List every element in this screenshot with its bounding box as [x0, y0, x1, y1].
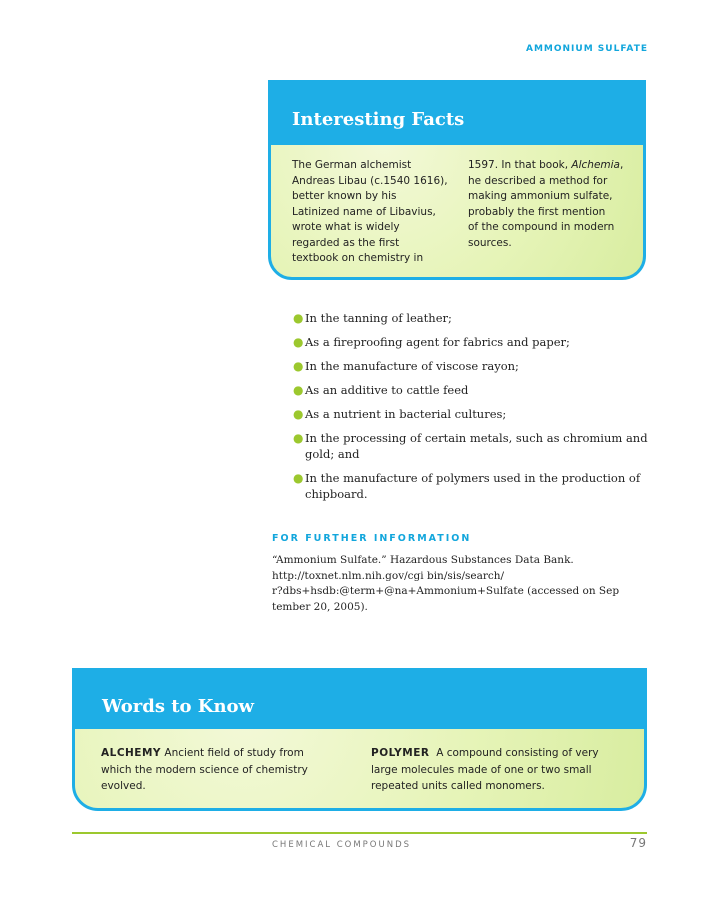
- glossary-entry-polymer: [371, 745, 616, 795]
- bullet-icon: ●: [293, 383, 304, 397]
- list-item-text: As an additive to cattle feed: [305, 383, 469, 397]
- further-information-heading: FOR FURTHER INFORMATION: [272, 533, 472, 544]
- citation-url-line[interactable]: r?dbs+hsdb:@term+@na+Ammonium+Sulfate (accessed on Sep: [272, 585, 620, 597]
- glossary-line: which the modern science of chemistry: [101, 763, 308, 776]
- glossary-definition: A compound consisting of very: [436, 747, 599, 759]
- list-item-text: As a fireproofing agent for fabrics and paper;: [305, 335, 570, 349]
- facts-line: better known by his: [292, 190, 397, 202]
- footer-rule: [72, 832, 647, 834]
- citation: [272, 553, 648, 615]
- bullet-icon: ●: [293, 407, 304, 421]
- facts-line: probably the first mention: [468, 205, 606, 218]
- facts-line: textbook on chemistry in: [292, 252, 424, 264]
- facts-line: he described a method for: [468, 174, 608, 187]
- facts-line: wrote what is widely: [292, 221, 400, 233]
- interesting-facts-body: [271, 145, 643, 264]
- glossary-term: POLYMER: [371, 747, 430, 759]
- glossary-entry-alchemy: [101, 745, 346, 795]
- list-item: [292, 358, 648, 374]
- bullet-icon: ●: [293, 471, 304, 485]
- facts-text: 1597. In that book,: [468, 159, 572, 171]
- interesting-facts-title: Interesting Facts: [271, 83, 643, 145]
- glossary-line: repeated units called monomers.: [371, 780, 545, 792]
- running-head: AMMONIUM SULFATE: [525, 44, 648, 54]
- words-to-know-box: [72, 668, 647, 811]
- uses-list: [292, 310, 648, 510]
- glossary-line: [371, 745, 616, 762]
- page-number: 79: [629, 836, 647, 850]
- citation-line: “Ammonium Sulfate.” Hazardous Substances Data Bank.: [272, 554, 574, 566]
- glossary-definition: Ancient field of study from: [164, 747, 304, 759]
- list-item: [292, 310, 648, 326]
- glossary-line: large molecules made of one or two small: [371, 763, 592, 776]
- list-item: [292, 382, 648, 398]
- list-item-text: In the manufacture of polymers used in the production of chipboard.: [305, 471, 641, 501]
- citation-url-line[interactable]: http://toxnet.nlm.nih.gov/cgi bin/sis/search/: [272, 569, 505, 582]
- facts-line: Latinized name of Libavius,: [292, 205, 436, 218]
- list-item: [292, 406, 648, 422]
- facts-line: The German alchemist: [292, 159, 412, 171]
- bullet-icon: ●: [293, 311, 304, 325]
- bullet-icon: ●: [293, 359, 304, 373]
- book-title-alchemia: Alchemia: [571, 159, 620, 171]
- facts-right-column: [468, 158, 628, 251]
- citation-line: tember 20, 2005).: [272, 600, 368, 613]
- list-item: [292, 334, 648, 350]
- glossary-line: evolved.: [101, 780, 146, 792]
- glossary-term: ALCHEMY: [101, 747, 162, 759]
- facts-line: of the compound in modern: [468, 221, 615, 233]
- facts-left-column: [292, 158, 452, 267]
- facts-line: regarded as the first: [292, 236, 400, 249]
- interesting-facts-box: [268, 80, 646, 280]
- list-item-text: As a nutrient in bacterial cultures;: [305, 407, 507, 421]
- facts-text: ,: [620, 159, 624, 171]
- list-item-text: In the manufacture of viscose rayon;: [305, 359, 519, 373]
- list-item-text: In the tanning of leather;: [305, 311, 452, 325]
- facts-line: [468, 158, 628, 174]
- facts-line: making ammonium sulfate,: [468, 190, 613, 202]
- words-to-know-title: Words to Know: [75, 671, 644, 729]
- list-item: [292, 430, 648, 462]
- list-item: [292, 470, 648, 502]
- bullet-icon: ●: [293, 335, 304, 349]
- facts-line: sources.: [468, 236, 512, 249]
- footer-book-title: CHEMICAL COMPOUNDS: [272, 840, 412, 850]
- list-item-text: In the processing of certain metals, such as chromium and gold; and: [305, 431, 648, 461]
- glossary-line: [101, 745, 346, 762]
- facts-line: Andreas Libau (c.1540 1616),: [292, 174, 448, 187]
- bullet-icon: ●: [293, 431, 304, 445]
